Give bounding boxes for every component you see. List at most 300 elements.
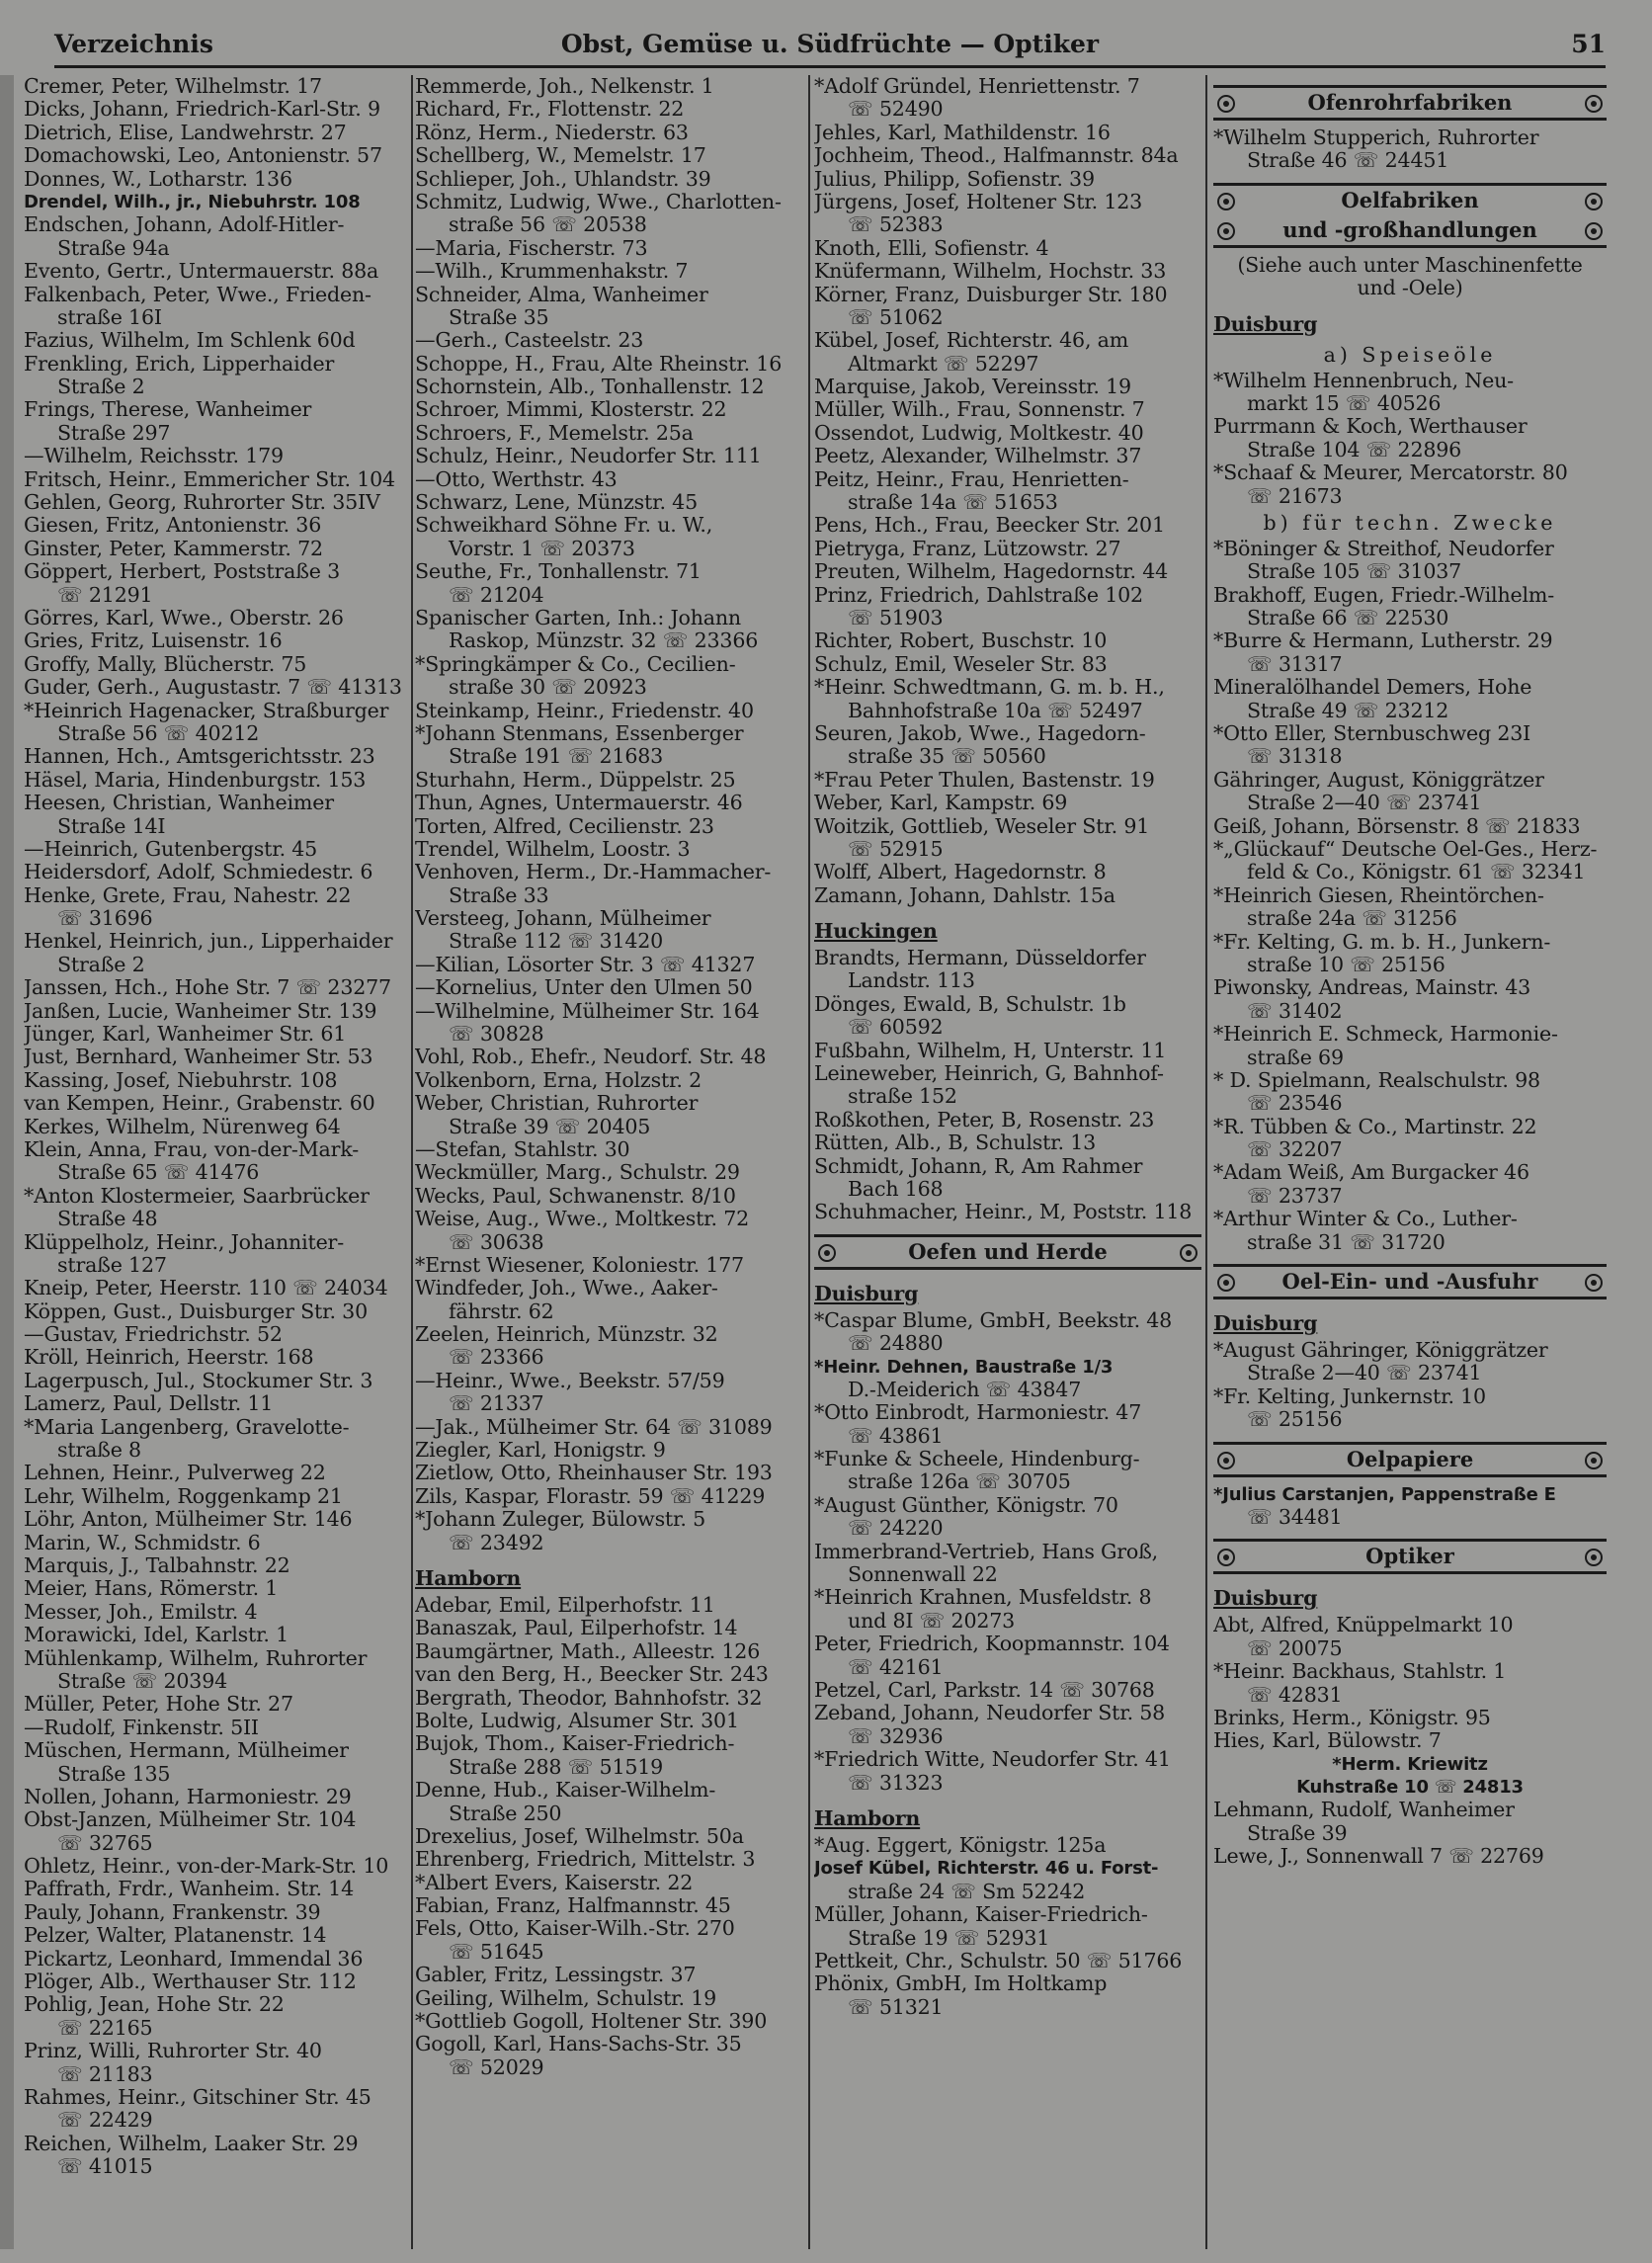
entry-continuation: Straße 297 [57, 421, 171, 445]
entry-line: Pohlig, Jean, Hohe Str. 22 [24, 1993, 285, 2017]
entry-line: Weckmüller, Marg., Schulstr. 29 [415, 1161, 740, 1185]
entry-line: —Wilh., Krummenhakstr. 7 [415, 260, 689, 284]
entry-line: Löhr, Anton, Mülheimer Str. 146 [24, 1508, 353, 1532]
entry-line: Guder, Gerh., Augustastr. 7 ☏ 41313 [24, 676, 402, 700]
entry-line: Müller, Johann, Kaiser-Friedrich- [814, 1903, 1148, 1927]
entry-line: Wecks, Paul, Schwanenstr. 8/10 [415, 1184, 736, 1208]
entry-line: Henkel, Heinrich, jun., Lipperhaider [24, 930, 393, 954]
city-heading: Duisburg [1213, 1586, 1318, 1611]
entry-continuation: ☏ 52490 [848, 98, 944, 122]
entry-line: *August Günther, Königstr. 70 [814, 1493, 1118, 1517]
entry-continuation: ☏ 20075 [1247, 1636, 1343, 1660]
entry-line: Ehrenberg, Friedrich, Mittelstr. 3 [415, 1848, 756, 1872]
entry-continuation: ☏ 32936 [848, 1724, 944, 1748]
entry-continuation: ☏ 24880 [848, 1332, 944, 1356]
entry-line: *Fr. Kelting, Junkernstr. 10 [1213, 1384, 1486, 1408]
entry-line: Peetz, Alexander, Wilhelmstr. 37 [814, 445, 1142, 468]
entry-line: *Arthur Winter & Co., Luther- [1213, 1208, 1518, 1231]
entry-line: Schuhmacher, Heinr., M, Poststr. 118 [814, 1201, 1193, 1224]
entry-line: Spanischer Garten, Inh.: Johann [415, 606, 741, 629]
entry-line: Peitz, Heinr., Frau, Henrietten- [814, 467, 1129, 491]
entry-line: —Otto, Werthstr. 43 [415, 467, 618, 491]
subsection-heading: a) Speiseöle [1323, 342, 1497, 367]
entry-line: Kröll, Heinrich, Heerstr. 168 [24, 1346, 314, 1370]
entry-line: *Albert Evers, Kaiserstr. 22 [415, 1871, 694, 1894]
entry-continuation: straße 35 ☏ 50560 [848, 745, 1046, 769]
entry-line: Klein, Anna, Frau, von-der-Mark- [24, 1137, 359, 1161]
entry-line: *Wilhelm Hennenbruch, Neu- [1213, 369, 1514, 392]
entry-line: Hannen, Hch., Amtsgerichtsstr. 23 [24, 745, 375, 769]
entry-line: Janßen, Lucie, Wanheimer Str. 139 [24, 999, 377, 1023]
entry-continuation: ☏ 31318 [1247, 745, 1343, 769]
entry-line: Denne, Hub., Kaiser-Wilhelm- [415, 1779, 716, 1802]
entry-line: *Heinrich Krahnen, Musfeldstr. 8 [814, 1586, 1152, 1610]
entry-line: Thun, Agnes, Untermauerstr. 46 [415, 792, 743, 815]
entry-continuation: ☏ 52915 [848, 837, 944, 861]
entry-line: Müller, Peter, Hohe Str. 27 [24, 1693, 293, 1717]
entry-line: Jünger, Karl, Wanheimer Str. 61 [24, 1023, 347, 1047]
entry-line: Schmitz, Ludwig, Wwe., Charlotten- [415, 190, 782, 213]
entry-line: *Julius Carstanjen, Pappenstraße E [1213, 1483, 1556, 1505]
entry-line: *Böninger & Streithof, Neudorfer [1213, 537, 1554, 560]
entry-line: Klüppelholz, Heinr., Johanniter- [24, 1230, 344, 1254]
entry-line: Zils, Kaspar, Florastr. 59 ☏ 41229 [415, 1484, 766, 1508]
entry-line: Obst-Janzen, Mülheimer Str. 104 [24, 1808, 357, 1832]
entry-line: Steinkamp, Heinr., Friedenstr. 40 [415, 699, 754, 722]
entry-line: *Heinrich Giesen, Rheintörchen- [1213, 883, 1544, 907]
entry-line: Schlieper, Joh., Uhlandstr. 39 [415, 167, 711, 191]
entry-line: Lewe, J., Sonnenwall 7 ☏ 22769 [1213, 1845, 1544, 1869]
entry-line: Görres, Karl, Wwe., Oberstr. 26 [24, 606, 344, 629]
entry-continuation: Straße ☏ 20394 [57, 1669, 228, 1693]
entry-continuation: D.-Meiderich ☏ 43847 [848, 1378, 1082, 1401]
entry-line: Versteeg, Johann, Mülheimer [415, 907, 711, 931]
entry-line: Prinz, Willi, Ruhrorter Str. 40 [24, 2040, 322, 2063]
entry-line: Josef Kübel, Richterstr. 46 u. Forst- [814, 1858, 1159, 1880]
city-heading: Hamborn [814, 1805, 921, 1830]
entry-line: *Adolf Gründel, Henriettenstr. 7 [814, 75, 1140, 98]
subsection-heading: b) für techn. Zwecke [1263, 510, 1557, 535]
entry-line: Preuten, Wilhelm, Hagedornstr. 44 [814, 560, 1169, 584]
entry-line: Ohletz, Heinr., von-der-Mark-Str. 10 [24, 1855, 389, 1879]
entry-line: Geiling, Wilhelm, Schulstr. 19 [415, 1986, 717, 2010]
entry-line: Abt, Alfred, Knüppelmarkt 10 [1213, 1614, 1514, 1637]
entry-line: Richard, Fr., Flottenstr. 22 [415, 98, 685, 122]
entry-line: *R. Tübben & Co., Martinstr. 22 [1213, 1115, 1537, 1138]
entry-line: Falkenbach, Peter, Wwe., Frieden- [24, 283, 372, 306]
section-heading-box [1213, 1264, 1607, 1299]
entry-line: Müller, Wilh., Frau, Sonnenstr. 7 [814, 398, 1145, 422]
entry-line: —Rudolf, Finkenstr. 5II [24, 1716, 259, 1739]
entry-continuation: ☏ 34481 [1247, 1505, 1343, 1529]
entry-line: Windfeder, Joh., Wwe., Aaker- [415, 1277, 718, 1300]
entry-continuation: ☏ 51062 [848, 305, 944, 329]
entry-line: Zeelen, Heinrich, Münzstr. 32 [415, 1323, 718, 1347]
entry-continuation: ☏ 23492 [449, 1531, 544, 1554]
entry-line: Schroer, Mimmi, Klosterstr. 22 [415, 398, 727, 422]
entry-continuation: Straße 191 ☏ 21683 [449, 745, 664, 769]
entry-line: *August Gähringer, Königgrätzer [1213, 1339, 1548, 1363]
entry-line: Bujok, Thom., Kaiser-Friedrich- [415, 1732, 735, 1756]
ornament-ring-icon [1180, 1244, 1198, 1262]
entry-line: *„Glückauf“ Deutsche Oel-Ges., Herz- [1213, 837, 1598, 861]
entry-continuation: Straße 39 ☏ 20405 [449, 1115, 651, 1138]
entry-line: Peter, Friedrich, Koopmannstr. 104 [814, 1633, 1170, 1656]
entry-line: Brinks, Herm., Königstr. 95 [1213, 1706, 1491, 1729]
entry-line: Fabian, Franz, Halfmannstr. 45 [415, 1894, 731, 1918]
entry-line: Giesen, Fritz, Antonienstr. 36 [24, 514, 322, 538]
entry-line: Lagerpusch, Jul., Stockumer Str. 3 [24, 1369, 373, 1392]
entry-line: *Funke & Scheele, Hindenburg- [814, 1448, 1140, 1471]
entry-line: Kassing, Josef, Niebuhrstr. 108 [24, 1068, 338, 1092]
entry-continuation: Straße 39 [1247, 1821, 1348, 1845]
entry-continuation: ☏ 31323 [848, 1771, 944, 1795]
entry-line: Brakhoff, Eugen, Friedr.-Wilhelm- [1213, 583, 1554, 607]
ornament-ring-icon [1585, 1274, 1603, 1292]
city-heading: Hamborn [415, 1566, 522, 1590]
entry-continuation: Straße 66 ☏ 22530 [1247, 607, 1449, 630]
ornament-ring-icon [1585, 95, 1603, 113]
header-left: Verzeichnis [54, 30, 213, 58]
entry-line: Marquis, J., Talbahnstr. 22 [24, 1554, 290, 1577]
entry-line: Sturhahn, Herm., Düppelstr. 25 [415, 768, 736, 792]
entry-continuation: Straße 48 [57, 1208, 158, 1231]
centered-line: *Herm. Kriewitz [1332, 1753, 1488, 1775]
entry-line: *Otto Einbrodt, Harmoniestr. 47 [814, 1401, 1142, 1425]
entry-line: Pelzer, Walter, Platanenstr. 14 [24, 1924, 327, 1948]
entry-line: Pens, Hch., Frau, Beecker Str. 201 [814, 514, 1165, 538]
entry-line: Kübel, Josef, Richterstr. 46, am [814, 329, 1129, 353]
section-heading: Optiker [1365, 1544, 1454, 1569]
city-heading: Duisburg [1213, 311, 1318, 336]
entry-line: Jürgens, Josef, Holtener Str. 123 [814, 190, 1143, 213]
entry-line: Gogoll, Karl, Hans-Sachs-Str. 35 [415, 2033, 742, 2056]
entry-line: Mineralölhandel Demers, Hohe [1213, 676, 1532, 700]
entry-line: Venhoven, Herm., Dr.-Hammacher- [415, 861, 772, 884]
entry-line: Heesen, Christian, Wanheimer [24, 792, 334, 815]
entry-line: Pietryga, Franz, Lützowstr. 27 [814, 537, 1121, 560]
page-number: 51 [1571, 30, 1606, 58]
section-heading: Oefen und Herde [908, 1238, 1108, 1264]
column-2 [415, 75, 804, 2079]
entry-continuation: ☏ 25156 [1247, 1408, 1343, 1432]
entry-line: Immerbrand-Vertrieb, Hans Groß, [814, 1540, 1159, 1563]
entry-continuation: ☏ 51903 [848, 606, 944, 629]
entry-line: Schornstein, Alb., Tonhallenstr. 12 [415, 376, 765, 399]
entry-line: Donnes, W., Lotharstr. 136 [24, 167, 292, 191]
entry-line: *Gottlieb Gogoll, Holtener Str. 390 [415, 2010, 768, 2034]
entry-continuation: ☏ 22429 [57, 2109, 153, 2133]
entry-continuation: ☏ 30638 [449, 1230, 544, 1254]
entry-continuation: ☏ 31317 [1247, 652, 1343, 676]
entry-line: Fußbahn, Wilhelm, H, Unterstr. 11 [814, 1039, 1167, 1062]
entry-line: Schulz, Emil, Weseler Str. 83 [814, 652, 1108, 676]
entry-line: Ginster, Peter, Kammerstr. 72 [24, 537, 323, 560]
entry-line: Pauly, Johann, Frankenstr. 39 [24, 1900, 321, 1924]
entry-continuation: Straße 2—40 ☏ 23741 [1247, 1362, 1482, 1385]
entry-line: Vohl, Rob., Ehefr., Neudorf. Str. 48 [415, 1046, 767, 1069]
entry-line: *Caspar Blume, GmbH, Beekstr. 48 [814, 1308, 1173, 1332]
entry-line: Lehmann, Rudolf, Wanheimer [1213, 1799, 1515, 1822]
entry-line: *Burre & Hermann, Lutherstr. 29 [1213, 629, 1553, 653]
entry-line: *Springkämper & Co., Cecilien- [415, 652, 736, 676]
entry-line: Müschen, Hermann, Mülheimer [24, 1739, 349, 1763]
entry-continuation: ☏ 32207 [1247, 1138, 1343, 1162]
entry-line: Zeband, Johann, Neudorfer Str. 58 [814, 1702, 1166, 1725]
entry-line: Banaszak, Paul, Eilperhofstr. 14 [415, 1617, 738, 1640]
entry-line: Schulz, Heinr., Neudorfer Str. 111 [415, 445, 762, 468]
column-rule-3 [1205, 75, 1207, 2249]
entry-line: Weise, Aug., Wwe., Moltkestr. 72 [415, 1208, 750, 1231]
entry-continuation: straße 31 ☏ 31720 [1247, 1230, 1446, 1254]
entry-line: Knoth, Elli, Sofienstr. 4 [814, 236, 1049, 260]
entry-line: *Johann Zuleger, Bülowstr. 5 [415, 1508, 705, 1532]
entry-line: *Heinrich Hagenacker, Straßburger [24, 699, 389, 722]
entry-continuation: Straße 35 [449, 305, 549, 329]
entry-line: Phönix, GmbH, Im Holtkamp [814, 1972, 1108, 1996]
city-heading: Duisburg [814, 1281, 919, 1305]
entry-continuation: Straße 2 [57, 953, 145, 976]
entry-line: —Wilhelm, Reichsstr. 179 [24, 445, 284, 468]
entry-line: —Kornelius, Unter den Ulmen 50 [415, 976, 753, 1000]
section-heading: Oel-Ein- und -Ausfuhr [1281, 1269, 1538, 1295]
entry-line: Richter, Robert, Buschstr. 10 [814, 629, 1108, 653]
ornament-ring-icon [1585, 1452, 1603, 1469]
city-heading: Duisburg [1213, 1311, 1318, 1336]
entry-line: *Ernst Wiesener, Koloniestr. 177 [415, 1253, 744, 1277]
entry-continuation: Landstr. 113 [848, 969, 975, 993]
entry-line: —Stefan, Stahlstr. 30 [415, 1137, 630, 1161]
ornament-ring-icon [818, 1244, 836, 1262]
entry-line: Adebar, Emil, Eilperhofstr. 11 [415, 1594, 715, 1617]
entry-line: *Heinr. Backhaus, Stahlstr. 1 [1213, 1660, 1507, 1684]
entry-line: Geiß, Johann, Börsenstr. 8 ☏ 21833 [1213, 814, 1581, 838]
ornament-ring-icon [1217, 222, 1235, 240]
entry-line: Rahmes, Heinr., Gitschiner Str. 45 [24, 2085, 372, 2109]
entry-line: *Wilhelm Stupperich, Ruhrorter [1213, 126, 1539, 149]
entry-line: Wolff, Albert, Hagedornstr. 8 [814, 861, 1107, 884]
entry-line: Lehr, Wilhelm, Roggenkamp 21 [24, 1484, 343, 1508]
entry-continuation: straße 56 ☏ 20538 [449, 213, 647, 237]
entry-line: Rönz, Herm., Niederstr. 63 [415, 121, 689, 144]
entry-continuation: Bach 168 [848, 1177, 944, 1201]
entry-continuation: Altmarkt ☏ 52297 [848, 352, 1039, 376]
entry-line: Torten, Alfred, Cecilienstr. 23 [415, 814, 714, 838]
entry-line: Marin, W., Schmidstr. 6 [24, 1531, 261, 1554]
entry-continuation: feld & Co., Königstr. 61 ☏ 32341 [1247, 861, 1586, 884]
entry-line: Meier, Hans, Römerstr. 1 [24, 1577, 279, 1601]
section-heading: und -großhandlungen [1282, 216, 1537, 242]
entry-line: *Anton Klostermeier, Saarbrücker [24, 1184, 370, 1208]
entry-continuation: straße 16I [57, 305, 162, 329]
entry-line: Schneider, Alma, Wanheimer [415, 283, 708, 306]
entry-continuation: straße 69 [1247, 1046, 1344, 1069]
entry-line: Endschen, Johann, Adolf-Hitler- [24, 213, 345, 237]
entry-continuation: straße 24a ☏ 31256 [1247, 907, 1457, 931]
entry-line: *Schaaf & Meurer, Mercatorstr. 80 [1213, 461, 1568, 485]
entry-line: Groffy, Mally, Blücherstr. 75 [24, 652, 307, 676]
binding-edge [0, 75, 14, 2249]
entry-line: Dönges, Ewald, B, Schulstr. 1b [814, 992, 1126, 1016]
entry-line: *Aug. Eggert, Königstr. 125a [814, 1833, 1107, 1857]
entry-line: *Heinrich E. Schmeck, Harmonie- [1213, 1023, 1558, 1047]
entry-line: Schellberg, W., Memelstr. 17 [415, 144, 706, 168]
entry-line: *Adam Weiß, Am Burgacker 46 [1213, 1161, 1529, 1185]
entry-continuation: Straße 19 ☏ 52931 [848, 1926, 1050, 1950]
entry-line: Heidersdorf, Adolf, Schmiedestr. 6 [24, 861, 373, 884]
entry-continuation: Bahnhofstraße 10a ☏ 52497 [848, 699, 1143, 722]
entry-continuation: Straße 288 ☏ 51519 [449, 1755, 664, 1779]
column-rule-1 [411, 75, 413, 2249]
entry-line: Häsel, Maria, Hindenburgstr. 153 [24, 768, 367, 792]
entry-continuation: ☏ 21291 [57, 583, 153, 607]
entry-line: Lamerz, Paul, Dellstr. 11 [24, 1392, 274, 1416]
city-heading: Huckingen [814, 919, 938, 944]
entry-line: Gabler, Fritz, Lessingstr. 37 [415, 1964, 697, 1987]
entry-continuation: Straße 104 ☏ 22896 [1247, 438, 1462, 461]
entry-continuation: straße 152 [848, 1085, 957, 1109]
entry-continuation: ☏ 52029 [449, 2055, 544, 2079]
entry-line: Woitzik, Gottlieb, Weseler Str. 91 [814, 814, 1150, 838]
entry-continuation: Straße 2 [57, 376, 145, 399]
entry-line: —Gerh., Casteelstr. 23 [415, 329, 644, 353]
entry-line: Schwarz, Lene, Münzstr. 45 [415, 491, 698, 515]
entry-continuation: ☏ 22165 [57, 2016, 153, 2040]
section-heading-box [1213, 1539, 1607, 1574]
entry-line: Domachowski, Leo, Antonienstr. 57 [24, 144, 382, 168]
entry-line: Cremer, Peter, Wilhelmstr. 17 [24, 75, 322, 98]
entry-continuation: Straße 105 ☏ 31037 [1247, 560, 1462, 584]
entry-continuation: Straße 49 ☏ 23212 [1247, 699, 1449, 722]
entry-continuation: ☏ 31696 [57, 907, 153, 931]
entry-line: van den Berg, H., Beecker Str. 243 [415, 1663, 769, 1687]
entry-line: *Heinr. Dehnen, Baustraße 1/3 [814, 1356, 1114, 1378]
entry-line: Körner, Franz, Duisburger Str. 180 [814, 283, 1168, 306]
entry-continuation: ☏ 24220 [848, 1517, 944, 1541]
entry-line: Pickartz, Leonhard, Immendal 36 [24, 1947, 364, 1970]
section-heading: Oelfabriken [1341, 187, 1479, 212]
entry-continuation: Straße 33 [449, 883, 549, 907]
entry-line: Seuren, Jakob, Wwe., Hagedorn- [814, 721, 1146, 745]
entry-line: Köppen, Gust., Duisburger Str. 30 [24, 1299, 368, 1323]
entry-continuation: markt 15 ☏ 40526 [1247, 391, 1442, 415]
entry-line: Dietrich, Elise, Landwehrstr. 27 [24, 121, 347, 144]
entry-line: Piwonsky, Andreas, Mainstr. 43 [1213, 976, 1530, 1000]
entry-continuation: ☏ 42161 [848, 1655, 944, 1679]
entry-line: Rütten, Alb., B, Schulstr. 13 [814, 1132, 1097, 1155]
entry-line: Roßkothen, Peter, B, Rosenstr. 23 [814, 1108, 1155, 1132]
entry-continuation: Straße 14I [57, 814, 166, 838]
entry-continuation: ☏ 31402 [1247, 999, 1343, 1023]
entry-continuation: ☏ 21337 [449, 1392, 544, 1416]
entry-continuation: Straße 46 ☏ 24451 [1247, 149, 1449, 173]
entry-line: *Otto Eller, Sternbuschweg 23I [1213, 722, 1531, 746]
header-title: Obst, Gemüse u. Südfrüchte — Optiker [560, 30, 1100, 58]
entry-line: Schoppe, H., Frau, Alte Rheinstr. 16 [415, 352, 783, 376]
entry-line: Reichen, Wilhelm, Laaker Str. 29 [24, 2132, 359, 2155]
entry-continuation: fährstr. 62 [449, 1299, 554, 1323]
entry-continuation: ☏ 42831 [1247, 1683, 1343, 1707]
entry-continuation: ☏ 21204 [449, 583, 544, 607]
ornament-ring-icon [1217, 193, 1235, 210]
section-heading-box [1213, 183, 1607, 248]
column-1 [24, 75, 407, 2179]
ornament-ring-icon [1217, 95, 1235, 113]
entry-continuation: ☏ 30828 [449, 1023, 544, 1047]
entry-line: —Heinrich, Gutenbergstr. 45 [24, 837, 318, 861]
entry-continuation: ☏ 23737 [1247, 1184, 1343, 1208]
entry-continuation: ☏ 52383 [848, 213, 944, 237]
entry-line: Messer, Joh., Emilstr. 4 [24, 1600, 258, 1624]
column-4 [1213, 75, 1607, 1869]
entry-continuation: ☏ 32765 [57, 1831, 153, 1855]
entry-continuation: Straße 94a [57, 236, 170, 260]
entry-line: Jehles, Karl, Mathildenstr. 16 [814, 121, 1111, 144]
entry-line: Kneip, Peter, Heerstr. 110 ☏ 24034 [24, 1277, 388, 1300]
entry-line: —Jak., Mülheimer Str. 64 ☏ 31089 [415, 1415, 773, 1439]
section-heading-box [814, 1234, 1201, 1270]
entry-continuation: Straße 2—40 ☏ 23741 [1247, 792, 1482, 815]
entry-line: Weber, Karl, Kampstr. 69 [814, 792, 1068, 815]
entry-line: *Heinr. Schwedtmann, G. m. b. H., [814, 676, 1165, 700]
entry-line: Gähringer, August, Königgrätzer [1213, 768, 1544, 792]
entry-line: Lehnen, Heinr., Pulverweg 22 [24, 1462, 326, 1485]
ornament-ring-icon [1217, 1274, 1235, 1292]
entry-line: Dicks, Johann, Friedrich-Karl-Str. 9 [24, 98, 380, 122]
entry-line: Jochheim, Theod., Halfmannstr. 84a [814, 144, 1179, 168]
entry-line: Fritsch, Heinr., Emmericher Str. 104 [24, 467, 395, 491]
entry-line: Volkenborn, Erna, Holzstr. 2 [415, 1068, 702, 1092]
entry-continuation: Raskop, Münzstr. 32 ☏ 23366 [449, 629, 759, 653]
entry-line: Petzel, Carl, Parkstr. 14 ☏ 30768 [814, 1679, 1155, 1702]
entry-continuation: Sonnenwall 22 [848, 1563, 998, 1587]
entry-line: Brandts, Hermann, Düsseldorfer [814, 947, 1146, 970]
entry-line: Schweikhard Söhne Fr. u. W., [415, 514, 713, 538]
centered-line: Kuhstraße 10 ☏ 24813 [1296, 1777, 1524, 1799]
entry-continuation: ☏ 23366 [449, 1346, 544, 1370]
entry-line: Hies, Karl, Bülowstr. 7 [1213, 1729, 1442, 1753]
entry-continuation: Straße 65 ☏ 41476 [57, 1161, 260, 1185]
page-header [54, 30, 1606, 68]
entry-line: Kerkes, Wilhelm, Nürenweg 64 [24, 1115, 341, 1138]
entry-line: —Gustav, Friedrichstr. 52 [24, 1323, 283, 1347]
entry-line: van Kempen, Heinr., Grabenstr. 60 [24, 1092, 375, 1116]
entry-line: Schmidt, Johann, R, Am Rahmer [814, 1154, 1143, 1178]
entry-line: Marquise, Jakob, Vereinsstr. 19 [814, 376, 1131, 399]
entry-line: Ziegler, Karl, Honigstr. 9 [415, 1439, 666, 1463]
entry-line: Fazius, Wilhelm, Im Schlenk 60d [24, 329, 356, 353]
entry-line: Bolte, Ludwig, Alsumer Str. 301 [415, 1709, 739, 1732]
entry-line: —Heinr., Wwe., Beekstr. 57/59 [415, 1369, 725, 1392]
entry-line: *Friedrich Witte, Neudorfer Str. 41 [814, 1748, 1171, 1772]
centered-line: und -Oele) [1357, 277, 1463, 300]
entry-line: *Frau Peter Thulen, Bastenstr. 19 [814, 768, 1155, 792]
column-rule-2 [808, 75, 810, 2249]
entry-continuation: straße 30 ☏ 20923 [449, 676, 647, 700]
entry-line: Julius, Philipp, Sofienstr. 39 [814, 167, 1095, 191]
entry-continuation: straße 24 ☏ Sm 52242 [848, 1880, 1086, 1903]
entry-line: Janssen, Hch., Hohe Str. 7 ☏ 23277 [24, 976, 391, 1000]
entry-line: Plöger, Alb., Werthauser Str. 112 [24, 1970, 357, 1994]
entry-line: Evento, Gertr., Untermauerstr. 88a [24, 260, 379, 284]
entry-continuation: straße 10 ☏ 25156 [1247, 953, 1446, 976]
entry-line: Leineweber, Heinrich, G, Bahnhof- [814, 1062, 1164, 1086]
entry-line: Schroers, F., Memelstr. 25a [415, 421, 694, 445]
entry-continuation: ☏ 60592 [848, 1016, 944, 1040]
entry-line: Zamann, Johann, Dahlstr. 15a [814, 883, 1115, 907]
entry-continuation: ☏ 43861 [848, 1424, 944, 1448]
section-heading-box [1213, 85, 1607, 121]
